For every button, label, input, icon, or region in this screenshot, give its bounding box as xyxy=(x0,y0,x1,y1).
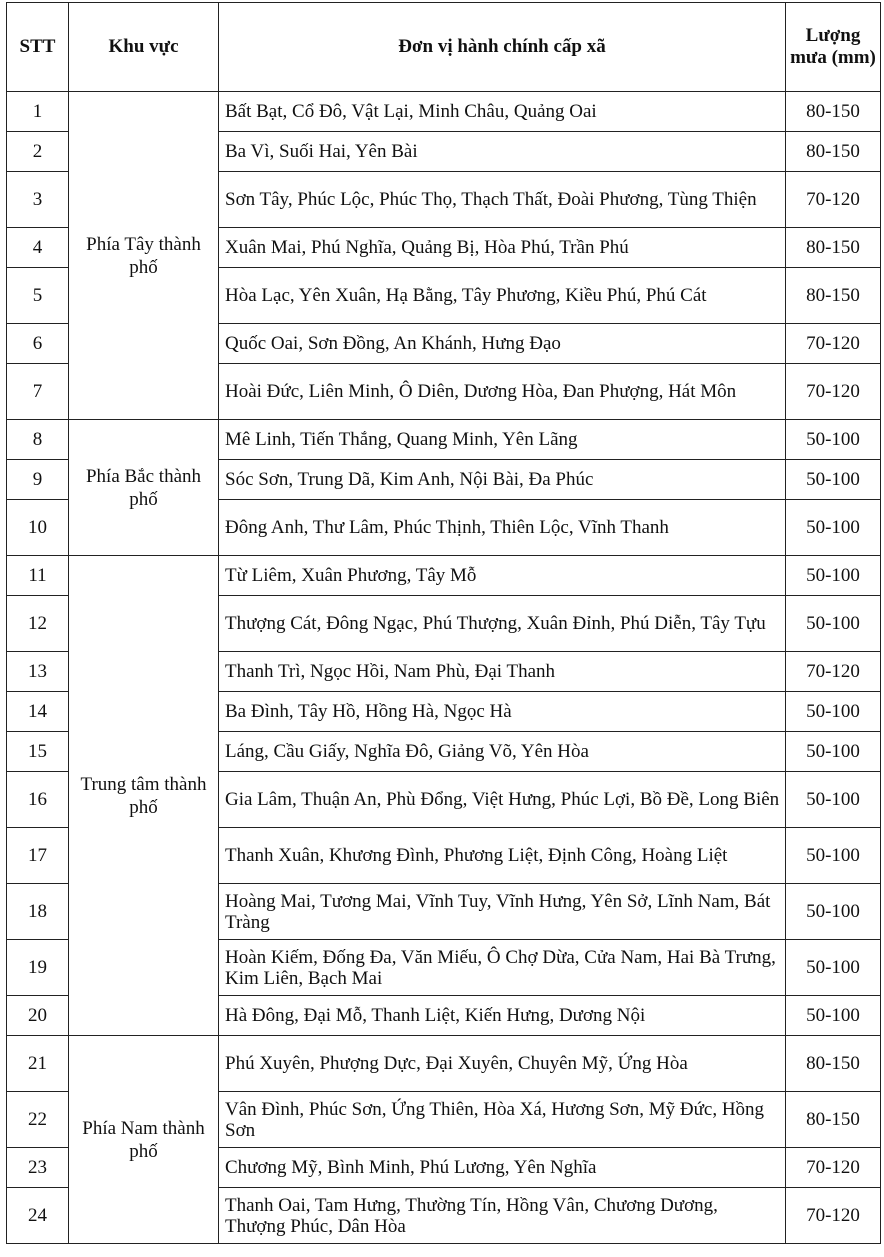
table-body xyxy=(7,92,881,1244)
row-units: Mê Linh, Tiến Thắng, Quang Minh, Yên Lãng xyxy=(219,420,786,460)
row-units: Láng, Cầu Giấy, Nghĩa Đô, Giảng Võ, Yên Hòa xyxy=(219,732,786,772)
row-units: Ba Vì, Suối Hai, Yên Bài xyxy=(219,132,786,172)
row-units: Thanh Xuân, Khương Đình, Phương Liệt, Định Công, Hoàng Liệt xyxy=(219,828,786,884)
row-rainfall: 50-100 xyxy=(786,996,881,1036)
row-units: Thượng Cát, Đông Ngạc, Phú Thượng, Xuân Đỉnh, Phú Diễn, Tây Tựu xyxy=(219,596,786,652)
row-stt: 11 xyxy=(7,556,69,596)
row-stt: 9 xyxy=(7,460,69,500)
row-rainfall: 50-100 xyxy=(786,732,881,772)
row-units: Thanh Oai, Tam Hưng, Thường Tín, Hồng Vân, Chương Dương, Thượng Phúc, Dân Hòa xyxy=(219,1188,786,1244)
row-rainfall: 70-120 xyxy=(786,1148,881,1188)
row-units: Vân Đình, Phúc Sơn, Ứng Thiên, Hòa Xá, Hương Sơn, Mỹ Đức, Hồng Sơn xyxy=(219,1092,786,1148)
row-rainfall: 70-120 xyxy=(786,652,881,692)
row-stt: 24 xyxy=(7,1188,69,1244)
row-rainfall: 50-100 xyxy=(786,828,881,884)
row-rainfall: 80-150 xyxy=(786,228,881,268)
row-rainfall: 50-100 xyxy=(786,596,881,652)
row-rainfall: 50-100 xyxy=(786,556,881,596)
header-area: Khu vực xyxy=(69,3,219,92)
row-stt: 6 xyxy=(7,324,69,364)
row-units: Hoàng Mai, Tương Mai, Vĩnh Tuy, Vĩnh Hưng, Yên Sở, Lĩnh Nam, Bát Tràng xyxy=(219,884,786,940)
table-row xyxy=(7,556,881,596)
row-units: Sơn Tây, Phúc Lộc, Phúc Thọ, Thạch Thất, Đoài Phương, Tùng Thiện xyxy=(219,172,786,228)
row-rainfall: 50-100 xyxy=(786,884,881,940)
row-stt: 5 xyxy=(7,268,69,324)
row-stt: 19 xyxy=(7,940,69,996)
row-rainfall: 50-100 xyxy=(786,940,881,996)
row-rainfall: 80-150 xyxy=(786,268,881,324)
row-stt: 2 xyxy=(7,132,69,172)
row-stt: 22 xyxy=(7,1092,69,1148)
row-units: Phú Xuyên, Phượng Dực, Đại Xuyên, Chuyên Mỹ, Ứng Hòa xyxy=(219,1036,786,1092)
row-units: Thanh Trì, Ngọc Hồi, Nam Phù, Đại Thanh xyxy=(219,652,786,692)
table-row xyxy=(7,420,881,460)
row-rainfall: 70-120 xyxy=(786,172,881,228)
row-stt: 12 xyxy=(7,596,69,652)
row-stt: 18 xyxy=(7,884,69,940)
row-rainfall: 80-150 xyxy=(786,1036,881,1092)
row-stt: 21 xyxy=(7,1036,69,1092)
area-cell: Phía Tây thành phố xyxy=(69,92,219,420)
row-rainfall: 80-150 xyxy=(786,132,881,172)
row-stt: 14 xyxy=(7,692,69,732)
row-stt: 15 xyxy=(7,732,69,772)
header-row xyxy=(7,3,881,92)
row-stt: 23 xyxy=(7,1148,69,1188)
row-rainfall: 50-100 xyxy=(786,500,881,556)
header-rain: Lượng mưa (mm) xyxy=(786,3,881,92)
row-rainfall: 50-100 xyxy=(786,692,881,732)
row-rainfall: 80-150 xyxy=(786,1092,881,1148)
header-stt: STT xyxy=(7,3,69,92)
area-cell: Trung tâm thành phố xyxy=(69,556,219,1036)
row-rainfall: 80-150 xyxy=(786,92,881,132)
row-units: Ba Đình, Tây Hồ, Hồng Hà, Ngọc Hà xyxy=(219,692,786,732)
row-rainfall: 50-100 xyxy=(786,772,881,828)
row-rainfall: 70-120 xyxy=(786,364,881,420)
row-stt: 8 xyxy=(7,420,69,460)
row-units: Hòa Lạc, Yên Xuân, Hạ Bằng, Tây Phương, Kiều Phú, Phú Cát xyxy=(219,268,786,324)
row-units: Từ Liêm, Xuân Phương, Tây Mỗ xyxy=(219,556,786,596)
header-units: Đơn vị hành chính cấp xã xyxy=(219,3,786,92)
rainfall-table xyxy=(6,2,881,1244)
row-rainfall: 50-100 xyxy=(786,420,881,460)
row-stt: 3 xyxy=(7,172,69,228)
row-stt: 17 xyxy=(7,828,69,884)
row-rainfall: 70-120 xyxy=(786,324,881,364)
row-units: Gia Lâm, Thuận An, Phù Đổng, Việt Hưng, Phúc Lợi, Bồ Đề, Long Biên xyxy=(219,772,786,828)
row-stt: 16 xyxy=(7,772,69,828)
row-rainfall: 70-120 xyxy=(786,1188,881,1244)
row-stt: 13 xyxy=(7,652,69,692)
row-units: Sóc Sơn, Trung Dã, Kim Anh, Nội Bài, Đa Phúc xyxy=(219,460,786,500)
row-stt: 7 xyxy=(7,364,69,420)
row-rainfall: 50-100 xyxy=(786,460,881,500)
area-cell: Phía Nam thành phố xyxy=(69,1036,219,1244)
row-units: Quốc Oai, Sơn Đồng, An Khánh, Hưng Đạo xyxy=(219,324,786,364)
area-cell: Phía Bắc thành phố xyxy=(69,420,219,556)
row-units: Hà Đông, Đại Mỗ, Thanh Liệt, Kiến Hưng, Dương Nội xyxy=(219,996,786,1036)
row-units: Hoàn Kiếm, Đống Đa, Văn Miếu, Ô Chợ Dừa, Cửa Nam, Hai Bà Trưng, Kim Liên, Bạch Mai xyxy=(219,940,786,996)
row-units: Bất Bạt, Cổ Đô, Vật Lại, Minh Châu, Quảng Oai xyxy=(219,92,786,132)
row-units: Xuân Mai, Phú Nghĩa, Quảng Bị, Hòa Phú, Trần Phú xyxy=(219,228,786,268)
row-stt: 20 xyxy=(7,996,69,1036)
row-units: Đông Anh, Thư Lâm, Phúc Thịnh, Thiên Lộc, Vĩnh Thanh xyxy=(219,500,786,556)
row-units: Hoài Đức, Liên Minh, Ô Diên, Dương Hòa, Đan Phượng, Hát Môn xyxy=(219,364,786,420)
row-stt: 10 xyxy=(7,500,69,556)
table-row xyxy=(7,92,881,132)
row-stt: 1 xyxy=(7,92,69,132)
table-row xyxy=(7,1036,881,1092)
row-units: Chương Mỹ, Bình Minh, Phú Lương, Yên Nghĩa xyxy=(219,1148,786,1188)
row-stt: 4 xyxy=(7,228,69,268)
